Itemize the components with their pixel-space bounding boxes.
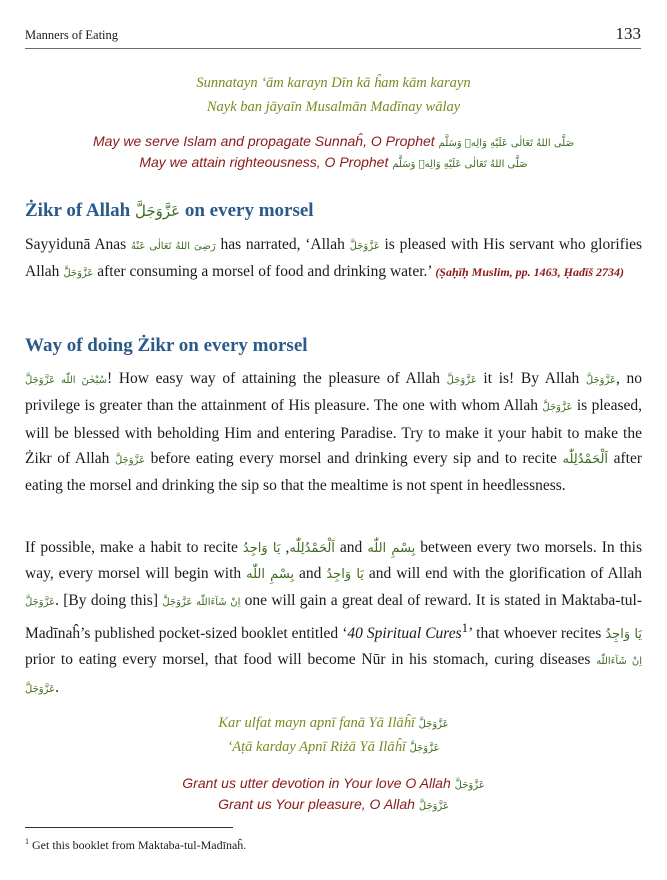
arabic-honorific: عَزَّوَجَلَّ	[446, 375, 477, 386]
text-run: after eating the morsel and drinking the sip so that the mealtime is not spent in heedlessness.	[25, 449, 643, 495]
arabic-honorific: عَزَّوَجَلَّ	[454, 780, 485, 791]
text-run: If possible, make a habit to recite	[25, 539, 238, 556]
arabic-phrase: بِسْمِ اللّٰه	[246, 567, 295, 583]
text-run: and	[339, 539, 363, 556]
text-run: is pleased with His servant who glorifies Allah	[25, 236, 643, 281]
heading-arabic-honorific: عَزَّوَجَلَّ	[134, 202, 181, 220]
text-run: before eating every morsel and drinking every sip and to recite	[150, 449, 557, 467]
arabic-phrase: اَلْحَمْدُلِلّٰه	[562, 451, 609, 467]
verse-text: Grant us utter devotion in Your love O Allah	[182, 775, 451, 791]
text-run: ,	[285, 539, 290, 556]
poem1-translation1-text: May we serve Islam and propagate Sunnaĥ, O Prophet	[93, 133, 435, 149]
salawat-phrase: صَلَّى اللهُ تَعَالٰى عَلَيْهِ وَالِهٖ وَسَلَّم	[438, 138, 574, 149]
arabic-phrase: بِسْمِ اللّٰه	[367, 541, 416, 556]
poem2-translation2	[0, 796, 667, 812]
arabic-phrase: يَا وَاجِدُ	[326, 567, 364, 583]
arabic-phrase: اِنْ شَآءَاللّٰه عَزَّوَجَلَّ	[25, 656, 643, 695]
footnote-number: 1	[25, 837, 29, 846]
text-run: is pleased, will be blessed with beholding Him and entering Paradise. Try to make it your habit to make the Żikr of Allah	[25, 397, 642, 467]
arabic-honorific: عَزَّوَجَلَّ	[349, 241, 380, 252]
text-run: and will end with the glorification of Allah	[368, 565, 642, 583]
poem1-line2: Nayk ban jāyaīn Musalmān Madīnay wālay	[206, 99, 461, 115]
running-header	[25, 22, 641, 49]
paragraph-easy-way	[25, 366, 642, 498]
hadith-reference: (Ṣaḥīḥ Muslim, pp. 1463, Ḥadīš 2734)	[435, 265, 625, 280]
poem1-translation2-text: May we attain righteousness, O Prophet	[139, 154, 389, 170]
running-title: Manners of Eating	[25, 28, 119, 42]
arabic-honorific: عَزَّوَجَلَّ	[542, 402, 573, 414]
text-run: ! How easy way of attaining the pleasure of Allah	[107, 370, 440, 387]
footnote	[25, 837, 246, 853]
poem2-line2	[0, 739, 667, 756]
poem1-translation1	[0, 133, 667, 149]
arabic-phrase: يَا وَاجِدُ	[242, 541, 281, 556]
text-run: and	[299, 565, 322, 583]
section-heading-way-of-zikr: Way of doing Żikr on every morsel	[25, 335, 308, 356]
arabic-honorific: عَزَّوَجَلَّ	[114, 454, 146, 466]
text-run: . [By doing this]	[55, 591, 158, 609]
text-run: prior to eating every morsel, that food will become Nūr in his stomach, curing diseases	[25, 651, 591, 669]
footnote-marker: 1	[461, 619, 469, 635]
text-run: after consuming a morsel of food and drinking water.’	[97, 263, 432, 281]
section-heading-zikr-every-morsel	[25, 200, 314, 222]
arabic-honorific: عَزَّوَجَلَّ	[418, 801, 449, 812]
arabic-honorific: عَزَّوَجَلَّ	[409, 743, 440, 754]
booklet-title: 40 Spiritual Cures	[347, 625, 462, 643]
arabic-honorific: عَزَّوَجَلَّ	[418, 719, 449, 730]
poem1-line1: Sunnatayn ‘ām karayn Dīn kā ĥam kām karayn	[196, 75, 471, 91]
text-run: between every two morsels. In this way, every morsel will begin with	[25, 539, 642, 583]
verse-text: Grant us Your pleasure, O Allah	[218, 796, 415, 812]
arabic-honorific: رَضِىَ اللهُ تَعَالٰى عَنْهُ	[130, 241, 216, 252]
arabic-phrase: اَلْحَمْدُلِلّٰه	[289, 541, 335, 556]
footnote-rule	[25, 827, 233, 828]
arabic-phrase: سُبْحٰنَ اللّٰه عَزَّوَجَلَّ	[25, 375, 107, 386]
text-run: Sayyidunā Anas	[25, 236, 127, 253]
salawat-phrase: صَلَّى اللهُ تَعَالٰى عَلَيْهِ وَالِهٖ وَسَلَّم	[392, 159, 528, 170]
arabic-honorific: عَزَّوَجَلَّ	[585, 375, 616, 386]
heading-text: Żikr of Allah	[25, 200, 131, 221]
paragraph-recite-between-morsels	[25, 535, 642, 702]
arabic-phrase: يَا وَاجِدُ	[605, 627, 642, 643]
arabic-phrase: اِنْ شَآءَاللّٰه عَزَّوَجَلَّ	[162, 596, 241, 608]
arabic-honorific: عَزَّوَجَلَّ	[25, 596, 56, 608]
paragraph-anas-narration	[25, 232, 642, 287]
text-run: it is! By Allah	[483, 370, 580, 387]
verse-text: ‘Aṭā karday Apnī Riżā Yā Ilāĥī	[227, 739, 406, 755]
text-run: one will gain a great deal of reward. It is stated in Maktaba-tul-Madīnaĥ’s published pocket-sized booklet entitled ‘	[25, 591, 642, 643]
text-run: has narrated, ‘Allah	[220, 236, 345, 253]
text-run: , no privilege is greater than the attainment of His pleasure. The one with whom Allah	[25, 370, 643, 415]
verse-text: Kar ulfat mayn apnī fanā Yā Ilāĥī	[218, 715, 415, 731]
page-number: 133	[615, 24, 641, 43]
arabic-honorific: عَزَّوَجَلَّ	[63, 268, 94, 280]
poem2-line1	[0, 715, 667, 732]
heading-text-tail: on every morsel	[184, 200, 314, 221]
footnote-text: Get this booklet from Maktaba-tul-Madīnaĥ.	[32, 838, 247, 852]
poem1-translation2	[0, 154, 667, 170]
poem2-translation1	[0, 775, 667, 791]
text-run: ’ that whoever recites	[468, 625, 602, 643]
text-run: .	[55, 678, 59, 696]
